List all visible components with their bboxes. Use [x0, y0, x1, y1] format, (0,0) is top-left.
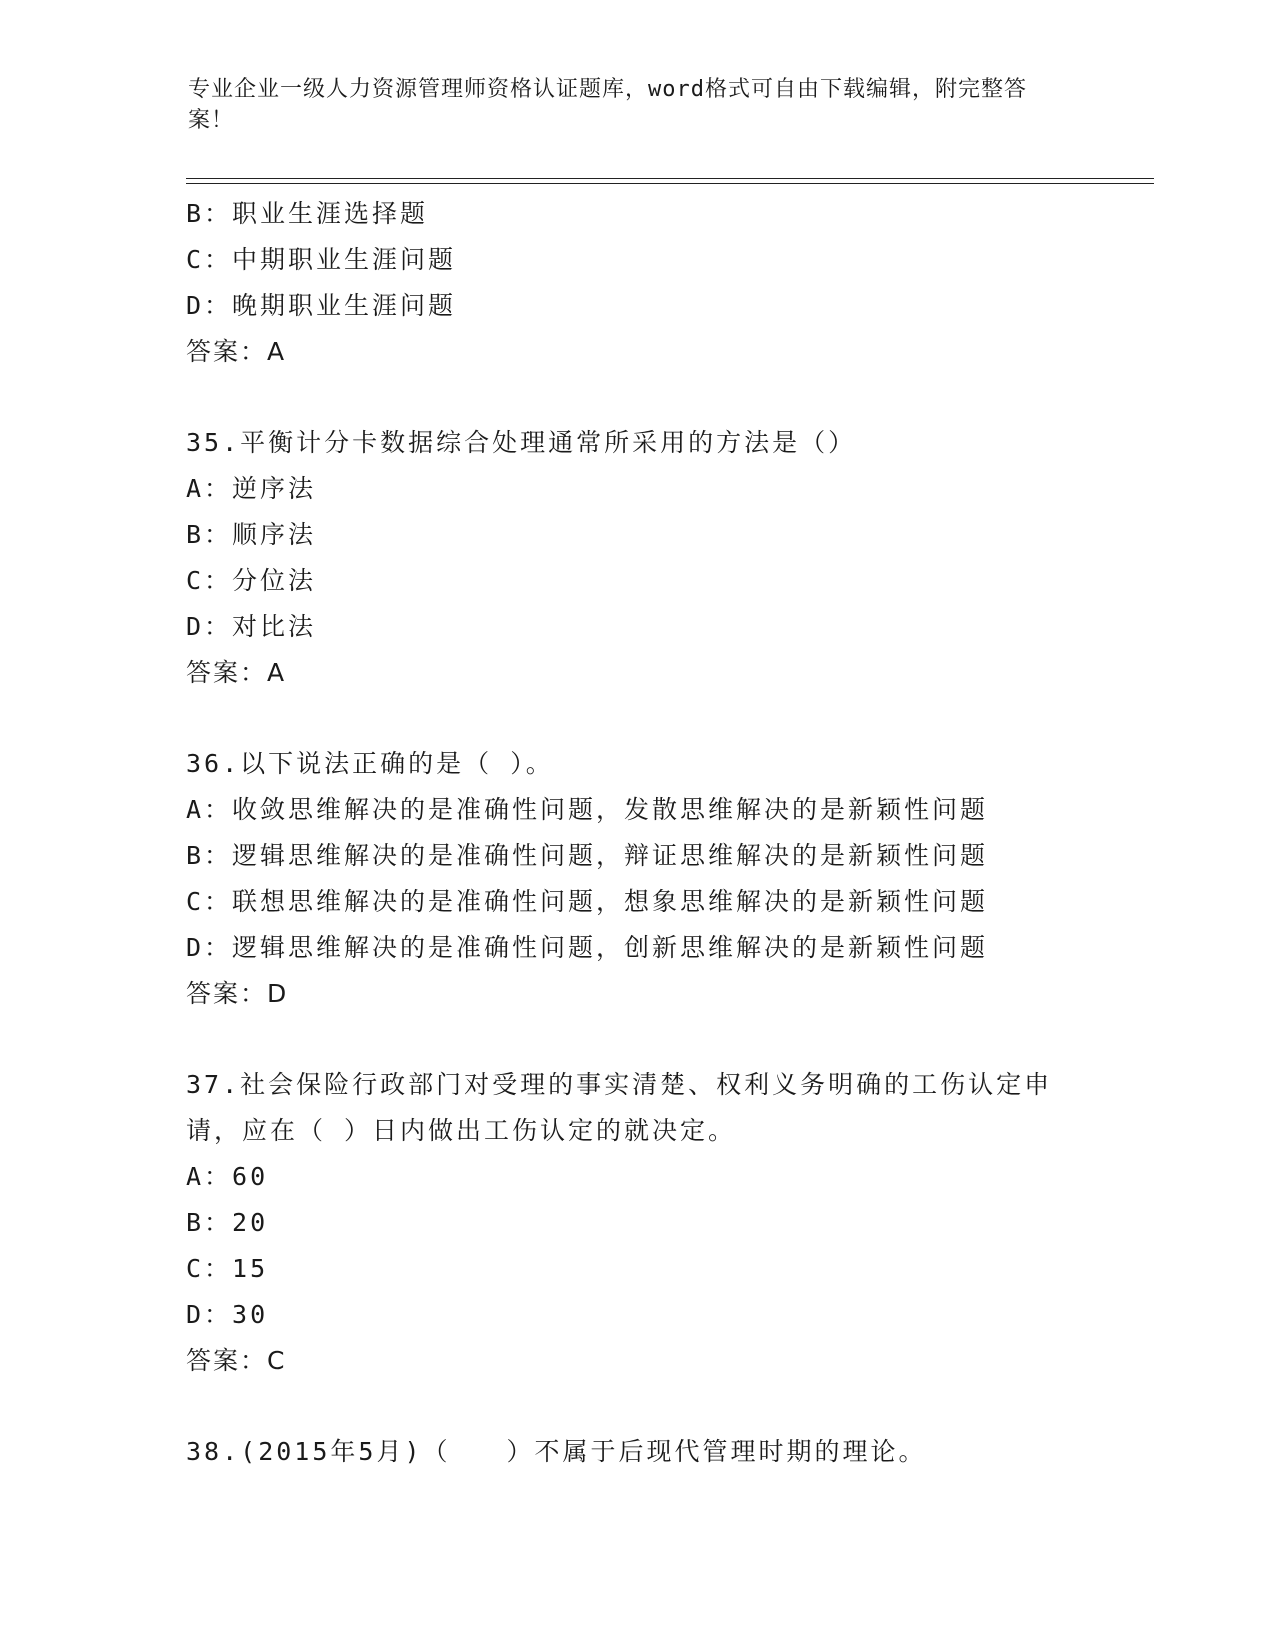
option-a: A：60	[186, 1162, 269, 1191]
question-block-36	[186, 741, 1086, 1017]
header-text: 专业企业一级人力资源管理师资格认证题库，word格式可自由下载编辑，附完整答案！	[188, 77, 1027, 133]
option-d: D：30	[186, 1300, 269, 1329]
answer: 答案：A	[186, 658, 287, 687]
option-a: A：收敛思维解决的是准确性问题，发散思维解决的是新颖性问题	[186, 795, 989, 824]
option-d: D：对比法	[186, 612, 317, 641]
option-c: C：中期职业生涯问题	[186, 245, 457, 274]
option-d: D：逻辑思维解决的是准确性问题，创新思维解决的是新颖性问题	[186, 933, 989, 962]
answer: 答案：A	[186, 337, 287, 366]
header-divider-top	[186, 178, 1154, 179]
option-c: C：分位法	[186, 566, 317, 595]
option-b: B：逻辑思维解决的是准确性问题，辩证思维解决的是新颖性问题	[186, 841, 989, 870]
option-c: C：联想思维解决的是准确性问题，想象思维解决的是新颖性问题	[186, 887, 989, 916]
question-block-38	[186, 1429, 1086, 1475]
option-d: D：晚期职业生涯问题	[186, 291, 457, 320]
question-text: 37.社会保险行政部门对受理的事实清楚、权利义务明确的工伤认定申请，应在（ ）日内做出工伤认定的就决定。	[186, 1070, 1053, 1145]
option-b: B：20	[186, 1208, 269, 1237]
option-a: A：逆序法	[186, 474, 317, 503]
question-block-continued	[186, 191, 1086, 375]
option-b: B：职业生涯选择题	[186, 199, 429, 228]
question-text: 38.(2015年5月)（ ）不属于后现代管理时期的理论。	[186, 1437, 927, 1466]
option-b: B：顺序法	[186, 520, 317, 549]
answer: 答案：C	[186, 1346, 287, 1375]
document-header	[188, 74, 1068, 136]
question-list	[186, 191, 1086, 1475]
answer: 答案：D	[186, 979, 289, 1008]
question-block-35	[186, 420, 1086, 696]
question-text: 35.平衡计分卡数据综合处理通常所采用的方法是（）	[186, 428, 857, 457]
question-block-37	[186, 1062, 1086, 1384]
option-c: C：15	[186, 1254, 269, 1283]
header-divider-bottom	[186, 183, 1154, 184]
question-text: 36.以下说法正确的是（ ）。	[186, 749, 554, 778]
